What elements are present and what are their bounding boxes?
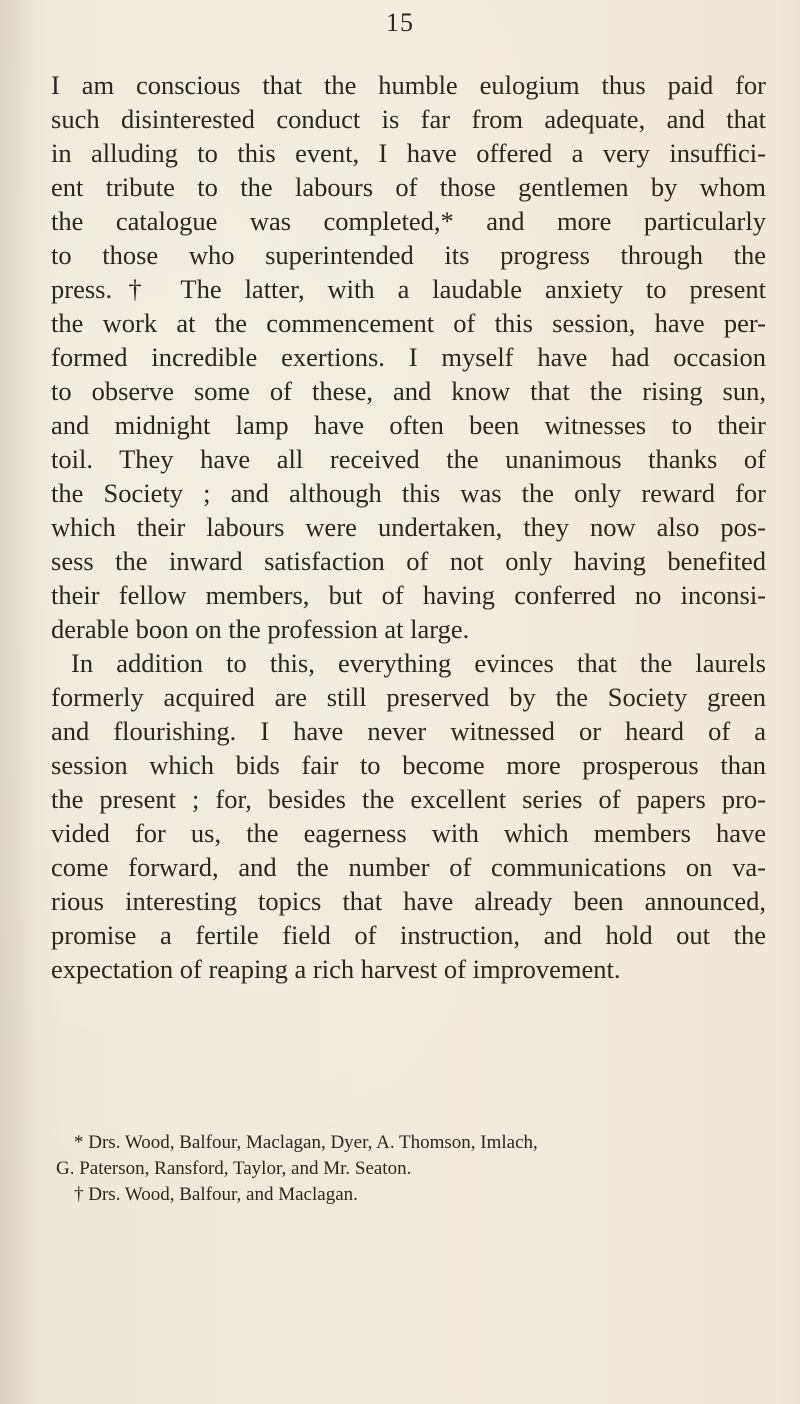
text-line: to those who superintended its progress through the xyxy=(51,240,766,270)
text-line: formerly acquired are still preserved by the Society green xyxy=(51,682,766,712)
footnotes xyxy=(56,1130,761,1208)
text-line: promise a fertile field of instruction, and hold out the xyxy=(51,920,766,950)
text-line: their fellow members, but of having conferred no inconsi- xyxy=(51,580,766,610)
footnote: † Drs. Wood, Balfour, and Maclagan. xyxy=(74,1184,358,1205)
text-line: ent tribute to the labours of those gentlemen by whom xyxy=(51,172,766,202)
text-line: and flourishing. I have never witnessed or heard of a xyxy=(51,716,766,746)
text-line: vided for us, the eagerness with which members have xyxy=(51,818,766,848)
text-line: press.† The latter, with a laudable anxiety to present xyxy=(51,274,766,304)
page-number: 15 xyxy=(386,8,414,37)
text-line: rious interesting topics that have already been announced, xyxy=(51,886,766,916)
text-line: I am conscious that the humble eulogium thus paid for xyxy=(51,70,766,100)
text-line: the work at the commencement of this session, have per- xyxy=(51,308,766,338)
text-line: session which bids fair to become more prosperous than xyxy=(51,750,766,780)
paragraph xyxy=(51,68,766,646)
text-line: expectation of reaping a rich harvest of improvement. xyxy=(51,954,621,984)
paragraph xyxy=(51,646,766,986)
text-line: which their labours were undertaken, they now also pos- xyxy=(51,512,766,542)
text-line: the catalogue was completed,* and more particularly xyxy=(51,206,766,236)
text-line: derable boon on the profession at large. xyxy=(51,614,470,644)
footnote: G. Paterson, Ransford, Taylor, and Mr. Seaton. xyxy=(56,1158,412,1179)
text-line: the present ; for, besides the excellent series of papers pro- xyxy=(51,784,766,814)
text-line: sess the inward satisfaction of not only having benefited xyxy=(51,546,766,576)
text-line: In addition to this, everything evinces that the laurels xyxy=(71,648,766,678)
footnote: * Drs. Wood, Balfour, Maclagan, Dyer, A. Thomson, Imlach, xyxy=(74,1132,538,1153)
text-line: the Society ; and although this was the only reward for xyxy=(51,478,766,508)
text-line: come forward, and the number of communications on va- xyxy=(51,852,766,882)
text-line: to observe some of these, and know that the rising sun, xyxy=(51,376,766,406)
body-text xyxy=(51,68,766,986)
page-edge-shadow xyxy=(0,0,40,1404)
text-line: and midnight lamp have often been witnesses to their xyxy=(51,410,766,440)
text-line: formed incredible exertions. I myself have had occasion xyxy=(51,342,766,372)
text-line: toil. They have all received the unanimous thanks of xyxy=(51,444,766,474)
text-line: in alluding to this event, I have offered a very insuffici- xyxy=(51,138,766,168)
text-line: such disinterested conduct is far from adequate, and that xyxy=(51,104,766,134)
